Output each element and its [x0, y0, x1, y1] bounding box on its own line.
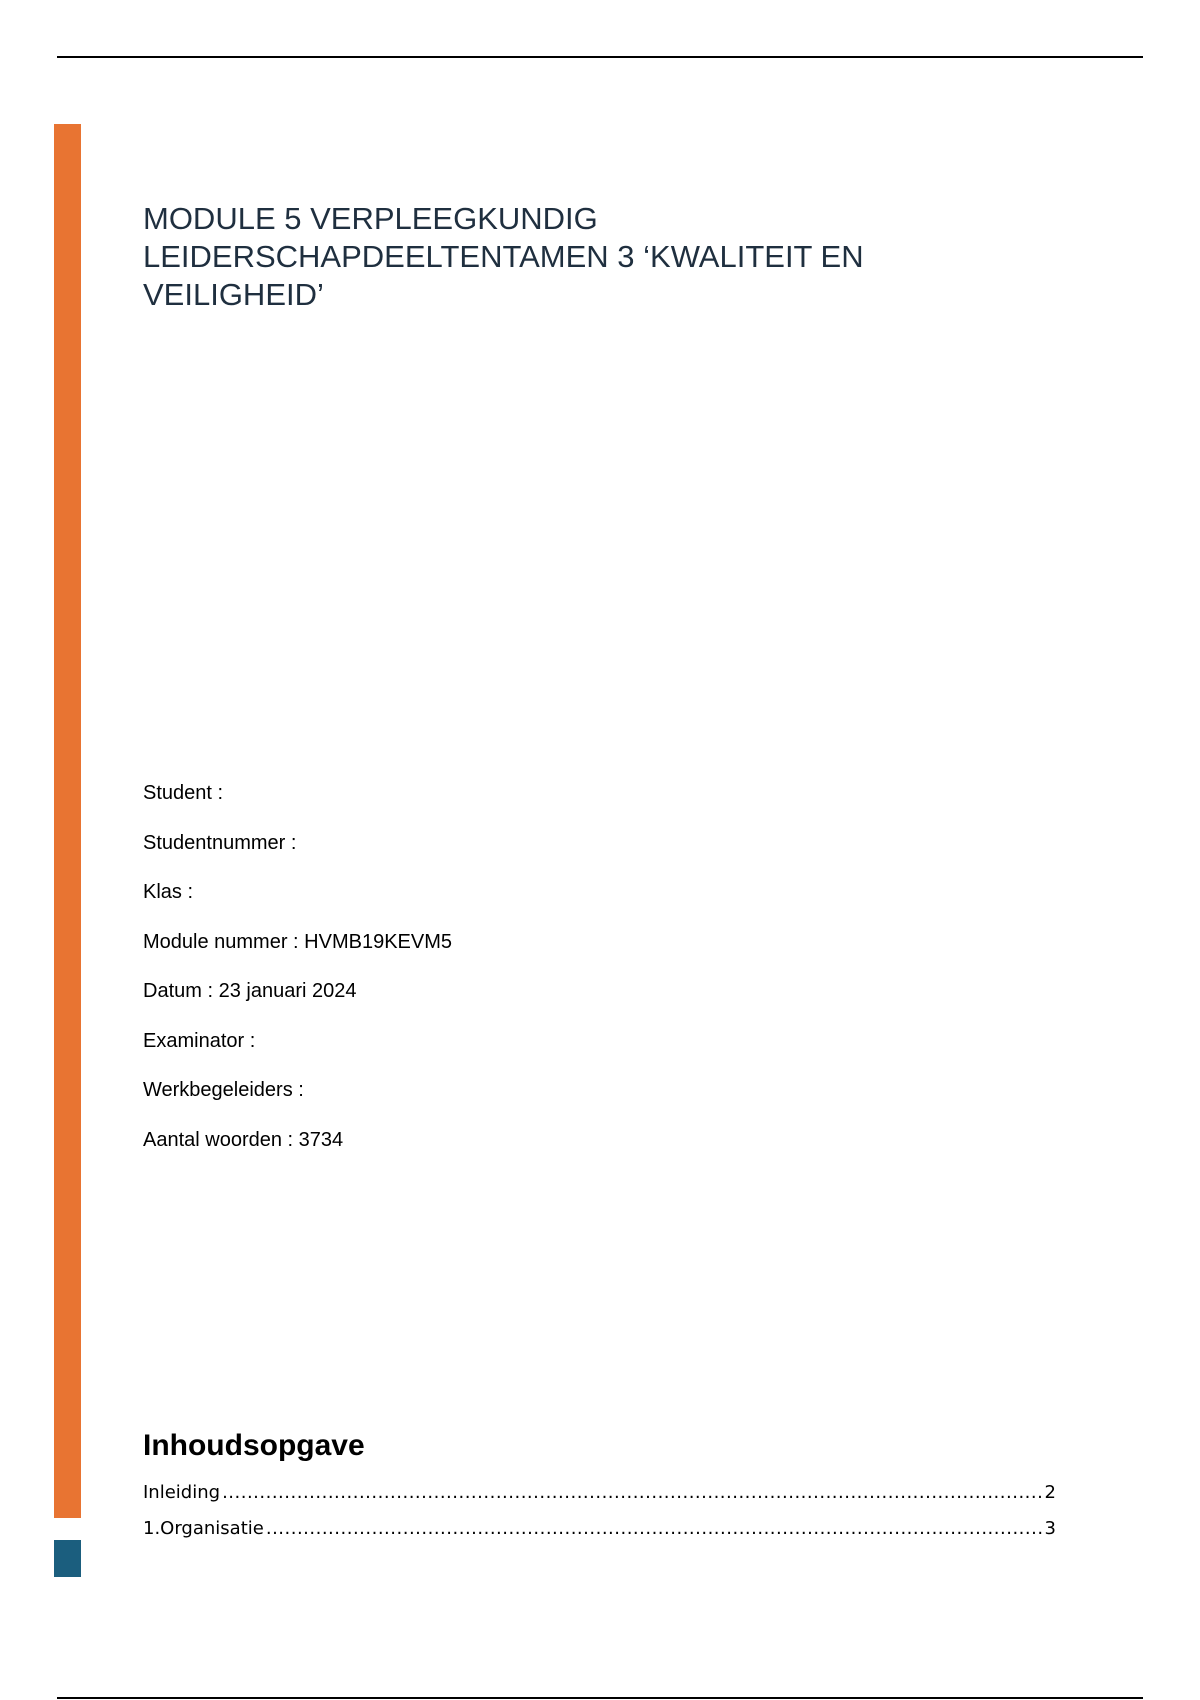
- footer-rule: [57, 1697, 1143, 1699]
- field-student-number: Studentnummer :: [143, 831, 297, 854]
- accent-block: [54, 1540, 81, 1577]
- toc-entry-label: Inleiding: [143, 1482, 221, 1503]
- document-title: [143, 200, 1043, 314]
- toc-heading: Inhoudsopgave: [143, 1429, 365, 1462]
- toc-entry-page: 2: [1044, 1482, 1056, 1503]
- toc-entry-organisatie[interactable]: [143, 1516, 1056, 1552]
- toc-entry-label: 1.Organisatie: [143, 1518, 264, 1539]
- field-date: Datum : 23 januari 2024: [143, 980, 357, 1002]
- field-examiner: Examinator :: [143, 1029, 256, 1052]
- header-rule: [57, 56, 1143, 58]
- toc-entry-inleiding[interactable]: [143, 1480, 1056, 1516]
- title-line-3: VEILIGHEID’: [143, 277, 324, 312]
- toc-entry-page: 3: [1044, 1518, 1056, 1539]
- toc-dot-leader: [266, 1516, 1043, 1542]
- field-supervisors: Werkbegeleiders :: [143, 1079, 304, 1101]
- field-student: Student :: [143, 782, 224, 804]
- toc-dot-leader: [222, 1480, 1042, 1506]
- field-word-count: Aantal woorden : 3734: [143, 1128, 344, 1151]
- title-line-2: LEIDERSCHAPDEELTENTAMEN 3 ‘KWALITEIT EN: [143, 239, 864, 274]
- field-module-number: Module nummer : HVMB19KEVM5: [143, 930, 453, 953]
- student-details: [143, 778, 452, 1174]
- field-class: Klas :: [143, 881, 194, 903]
- title-line-1: MODULE 5 VERPLEEGKUNDIG: [143, 201, 598, 236]
- table-of-contents: [143, 1480, 1056, 1552]
- accent-bar: [54, 124, 81, 1518]
